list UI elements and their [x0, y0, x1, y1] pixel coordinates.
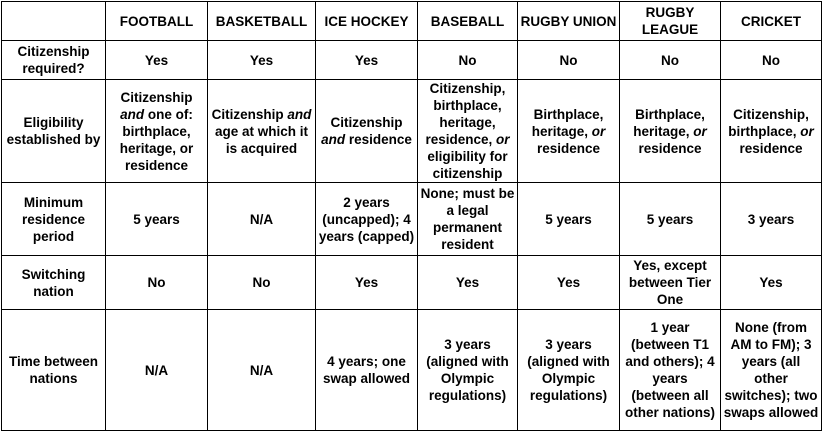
column-header: FOOTBALL — [106, 2, 208, 41]
cell-text: eligibility for citizenship — [427, 149, 508, 181]
cell-text: N/A — [249, 362, 274, 378]
cell-text: Yes — [556, 275, 581, 290]
table-cell — [418, 41, 518, 80]
cell-text: N/A — [249, 211, 274, 227]
table-header-row — [2, 2, 822, 41]
table-cell — [106, 80, 208, 183]
table-row — [2, 41, 822, 80]
table-row — [2, 256, 822, 310]
table-cell — [518, 41, 620, 80]
cell-text: Citizenship, birthplace, heritage, residence, — [425, 81, 506, 147]
table-cell — [721, 183, 822, 256]
table-cell — [620, 41, 721, 80]
table-cell — [418, 183, 518, 256]
table-cell — [721, 310, 822, 431]
cell-text: 5 years — [545, 211, 592, 227]
cell-text: No — [559, 52, 578, 68]
table-cell — [518, 310, 620, 431]
table-cell — [518, 80, 620, 183]
column-header: BASEBALL — [418, 2, 518, 41]
table-cell — [620, 310, 721, 431]
cell-text-italic: or — [591, 123, 606, 139]
table-cell — [518, 183, 620, 256]
table-cell — [208, 80, 316, 183]
column-header: RUGBY UNION — [518, 2, 620, 41]
row-header: Time between nations — [2, 310, 106, 431]
table-row — [2, 183, 822, 256]
table-cell — [721, 41, 822, 80]
eligibility-comparison-table — [1, 1, 822, 431]
cell-text: Yes — [759, 275, 783, 290]
cell-text: residence — [739, 140, 803, 156]
table-cell — [620, 183, 721, 256]
cell-text: Yes — [249, 52, 274, 68]
cell-text: None; must be a legal permanent resident — [420, 186, 515, 252]
cell-text: 4 years; one swap allowed — [322, 354, 411, 386]
cell-text: Birthplace, heritage, — [531, 106, 604, 139]
cell-text: 5 years — [646, 211, 694, 227]
table-cell — [418, 80, 518, 183]
cell-text: No — [252, 275, 271, 290]
table-cell — [106, 41, 208, 80]
cell-text: No — [762, 52, 780, 68]
row-header: Switching nation — [2, 256, 106, 310]
table-cell — [721, 80, 822, 183]
table-cell — [106, 183, 208, 256]
column-header: ICE HOCKEY — [316, 2, 418, 41]
table-cell — [208, 41, 316, 80]
cell-text: 3 years (aligned with Olympic regulations) — [426, 337, 509, 403]
row-header: Minimum residence period — [2, 183, 106, 256]
cell-text: age at which it is acquired — [214, 123, 309, 156]
column-header: CRICKET — [721, 2, 822, 41]
cell-text: Birthplace, heritage, — [633, 106, 705, 139]
column-header: RUGBY LEAGUE — [620, 2, 721, 41]
table-cell — [316, 41, 418, 80]
cell-text-italic: and — [321, 132, 346, 147]
cell-text: 1 year (between T1 and others); 4 years (between all other nations) — [625, 320, 715, 420]
cell-text: Yes — [354, 275, 379, 290]
table-cell — [208, 183, 316, 256]
cell-text: Yes — [144, 52, 169, 68]
row-header: Eligibility established by — [2, 80, 106, 183]
table-cell — [208, 256, 316, 310]
cell-text-italic: and — [120, 106, 145, 122]
cell-text: 3 years (aligned with Olympic regulations) — [527, 337, 610, 403]
table-cell — [418, 256, 518, 310]
table-cell — [316, 80, 418, 183]
table-cell — [518, 256, 620, 310]
cell-text: No — [458, 52, 477, 68]
table-row — [2, 310, 822, 431]
cell-text: one of: birthplace, heritage, or residence — [119, 106, 194, 173]
cell-text: Yes, except between Tier One — [628, 258, 712, 307]
table-cell — [620, 256, 721, 310]
cell-text: Citizenship, birthplace, — [728, 106, 809, 139]
cell-text: 3 years — [747, 211, 795, 227]
cell-text-italic: or — [693, 123, 707, 139]
cell-text-italic: and — [287, 106, 312, 122]
cell-text: residence — [536, 140, 601, 156]
cell-text: Yes — [455, 275, 480, 290]
cell-text: residence — [345, 132, 412, 147]
row-header: Citizenship required? — [2, 41, 106, 80]
table-cell — [721, 256, 822, 310]
cell-text: No — [661, 52, 679, 68]
cell-text: None (from AM to FM); 3 years (all other switches); two swaps allowed — [723, 320, 819, 420]
cell-text-italic: or — [496, 132, 510, 147]
corner-cell — [2, 2, 106, 41]
cell-text: Citizenship — [330, 115, 403, 130]
table-cell — [316, 183, 418, 256]
cell-text-italic: or — [800, 123, 814, 139]
table-cell — [316, 310, 418, 431]
cell-text: No — [147, 275, 166, 290]
table-cell — [106, 256, 208, 310]
table-cell — [418, 310, 518, 431]
table-cell — [106, 310, 208, 431]
table-row — [2, 80, 822, 183]
cell-text: 2 years (uncapped); 4 years (capped) — [318, 194, 415, 244]
table-cell — [620, 80, 721, 183]
table-cell — [208, 310, 316, 431]
cell-text: residence — [638, 140, 702, 156]
cell-text: Yes — [354, 52, 379, 68]
cell-text: Citizenship — [120, 89, 193, 105]
cell-text: 5 years — [133, 211, 180, 227]
column-header: BASKETBALL — [208, 2, 316, 41]
cell-text: N/A — [144, 362, 169, 378]
table-cell — [316, 256, 418, 310]
cell-text: Citizenship — [211, 106, 288, 122]
